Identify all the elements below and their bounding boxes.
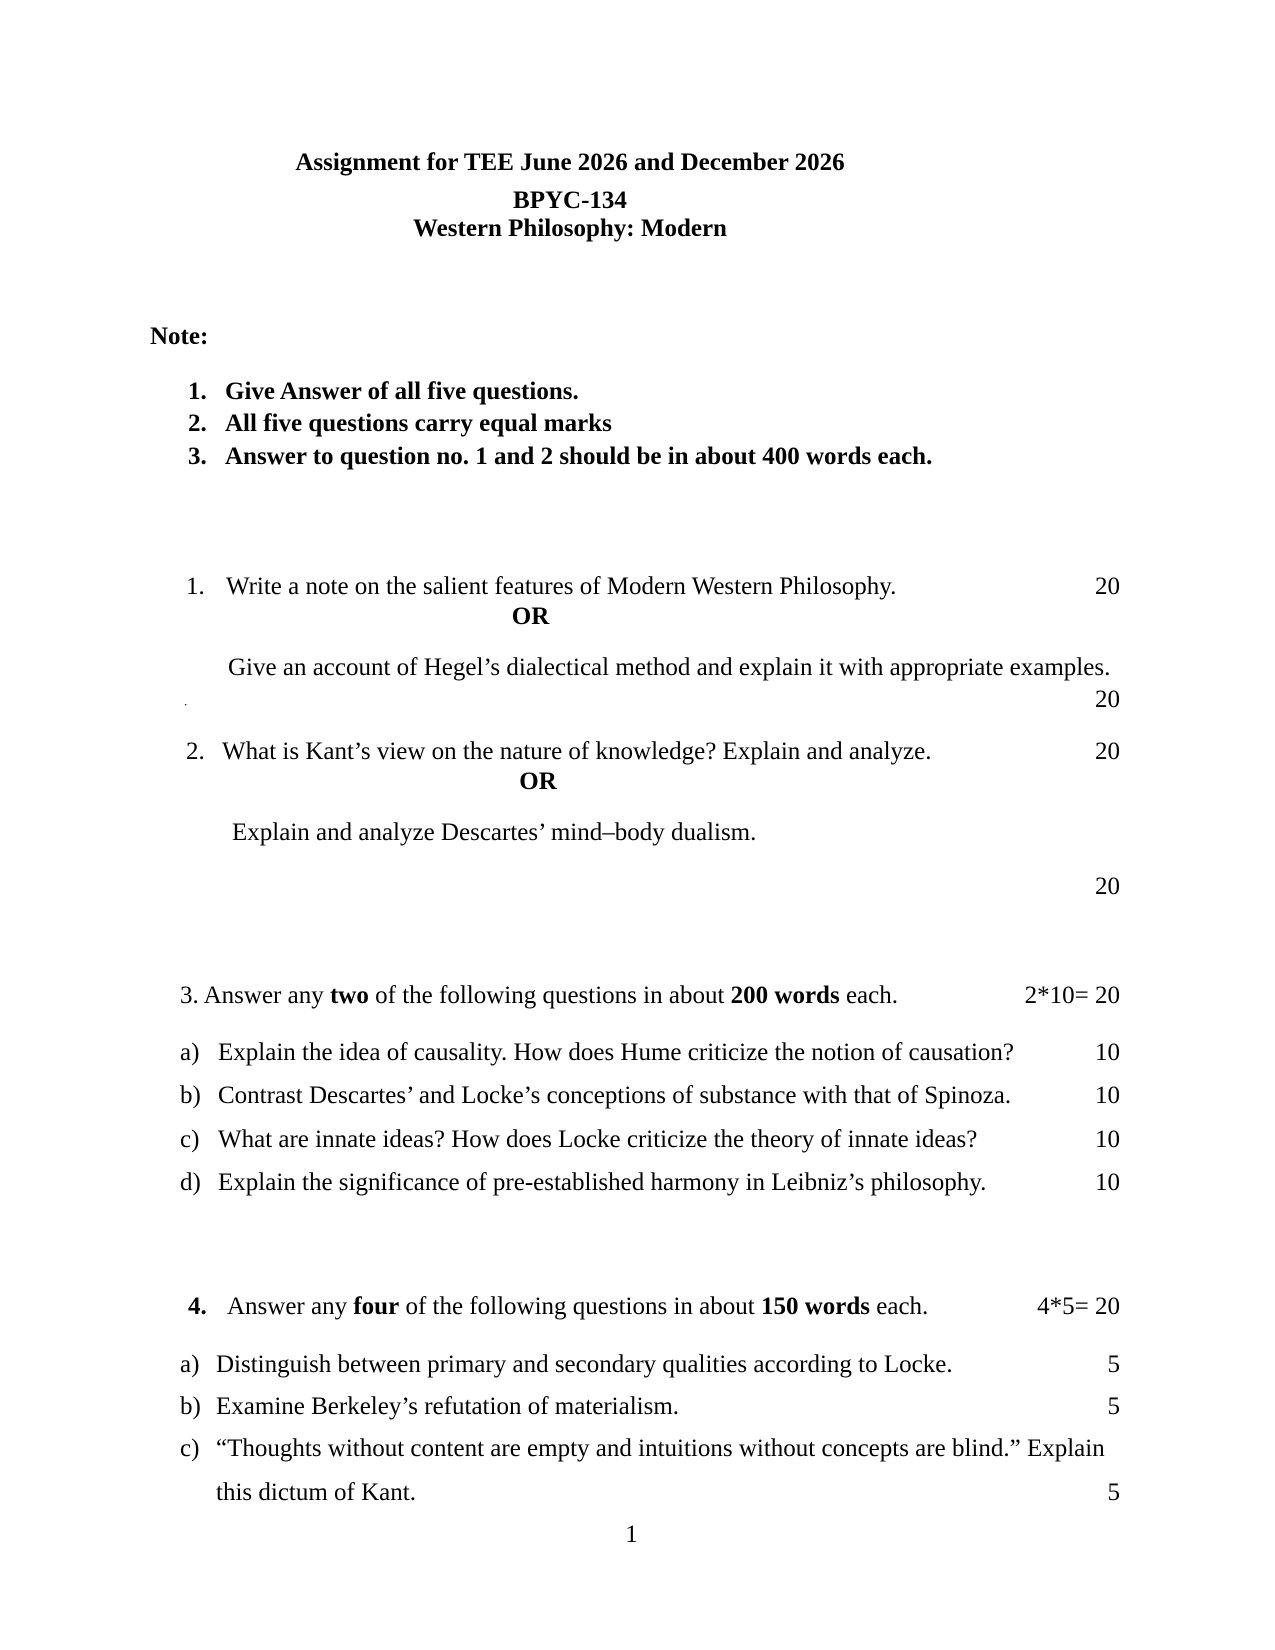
question-4c-marks: 5: [1107, 1479, 1120, 1506]
question-4-text-mid: of the following questions in about: [399, 1293, 761, 1320]
question-3d-letter: d): [180, 1169, 201, 1196]
question-4-text-bold-four: four: [353, 1293, 400, 1320]
question-1-alt-marks: 20: [1095, 686, 1120, 713]
question-3b-text: Contrast Descartes’ and Locke’s conceptions of substance with that of Spinoza.: [218, 1082, 1012, 1109]
question-4c-letter: c): [180, 1435, 200, 1462]
page-number: 1: [625, 1521, 638, 1548]
question-1-text: Write a note on the salient features of Modern Western Philosophy.: [226, 573, 897, 600]
question-3c-letter: c): [180, 1126, 200, 1153]
note-item-1-text: Give Answer of all five questions.: [225, 378, 579, 405]
question-3-text-lead: 3. Answer any: [180, 982, 330, 1009]
question-1-row: [186, 571, 1120, 603]
question-4c-text-line1: “Thoughts without content are empty and intuitions without concepts are blind.” Explain: [216, 1435, 1105, 1462]
question-1-alt-marks-row: [184, 684, 1120, 717]
question-4-marks: 4*5= 20: [1037, 1293, 1120, 1320]
question-3a-letter: a): [180, 1039, 200, 1066]
question-3d-marks: 10: [1095, 1169, 1120, 1196]
question-3b-row: [180, 1080, 1120, 1112]
question-2-number: 2.: [186, 738, 205, 765]
question-2-alt-marks: 20: [1095, 873, 1120, 900]
question-3-row: [180, 980, 1120, 1012]
note-item-1: [188, 376, 579, 408]
question-4-number: 4.: [188, 1293, 207, 1320]
question-4a-row: [180, 1349, 1120, 1381]
question-3-text-mid: of the following questions in about: [368, 982, 731, 1009]
question-3-text-bold-words: 200 words: [730, 982, 840, 1009]
question-4-row: [188, 1291, 1120, 1323]
course-code: BPYC-134: [513, 187, 627, 214]
question-4b-marks: 5: [1107, 1393, 1120, 1420]
question-2-text: What is Kant’s view on the nature of knowledge? Explain and analyze.: [222, 738, 932, 765]
stray-period: .: [184, 693, 188, 709]
question-3c-text: What are innate ideas? How does Locke criticize the theory of innate ideas?: [218, 1126, 978, 1153]
question-3-text-tail: each.: [839, 982, 898, 1009]
document-title: Assignment for TEE June 2026 and December 2026: [295, 149, 845, 176]
note-item-3-number: 3.: [188, 443, 207, 470]
question-3d-text: Explain the significance of pre-established harmony in Leibniz’s philosophy.: [218, 1169, 987, 1196]
question-4b-row: [180, 1391, 1120, 1423]
question-2-marks: 20: [1095, 738, 1120, 765]
course-title: Western Philosophy: Modern: [413, 215, 727, 242]
question-3b-marks: 10: [1095, 1082, 1120, 1109]
question-3d-row: [180, 1167, 1120, 1199]
question-4-text-tail: each.: [870, 1293, 929, 1320]
question-4a-text: Distinguish between primary and secondary qualities according to Locke.: [216, 1351, 953, 1378]
question-4c-row-line1: [180, 1433, 1125, 1465]
question-2-row: [186, 736, 1120, 768]
question-2-or-divider: OR: [519, 768, 557, 795]
note-item-2-number: 2.: [188, 410, 207, 437]
note-item-3-text: Answer to question no. 1 and 2 should be in about 400 words each.: [225, 443, 933, 470]
note-label: Note:: [150, 323, 209, 350]
question-3a-text: Explain the idea of causality. How does Hume criticize the notion of causation?: [218, 1039, 1015, 1066]
question-1-marks: 20: [1095, 573, 1120, 600]
question-4c-text-line2: this dictum of Kant.: [216, 1479, 416, 1506]
note-item-2: [188, 408, 612, 440]
question-1-alt-text: Give an account of Hegel’s dialectical method and explain it with appropriate examples.: [228, 654, 1111, 681]
question-3a-row: [180, 1037, 1120, 1069]
question-4c-row-line2: [216, 1477, 1120, 1509]
question-4a-marks: 5: [1107, 1351, 1120, 1378]
question-4-text-lead: Answer any: [227, 1293, 354, 1320]
question-4a-letter: a): [180, 1351, 200, 1378]
note-item-3: [188, 441, 932, 473]
question-3c-marks: 10: [1095, 1126, 1120, 1153]
note-item-1-number: 1.: [188, 378, 207, 405]
question-3c-row: [180, 1124, 1120, 1156]
question-3-text-bold-two: two: [329, 982, 369, 1009]
question-3-marks: 2*10= 20: [1024, 982, 1120, 1009]
note-item-2-text: All five questions carry equal marks: [225, 410, 612, 437]
question-3b-letter: b): [180, 1082, 201, 1109]
question-1-number: 1.: [186, 573, 205, 600]
question-4-text-bold-words: 150 words: [760, 1293, 871, 1320]
question-4b-letter: b): [180, 1393, 201, 1420]
question-4b-text: Examine Berkeley’s refutation of materialism.: [216, 1393, 680, 1420]
question-1-or-divider: OR: [511, 603, 550, 630]
question-3a-marks: 10: [1095, 1039, 1120, 1066]
question-2-alt-text: Explain and analyze Descartes’ mind–body dualism.: [232, 819, 757, 846]
